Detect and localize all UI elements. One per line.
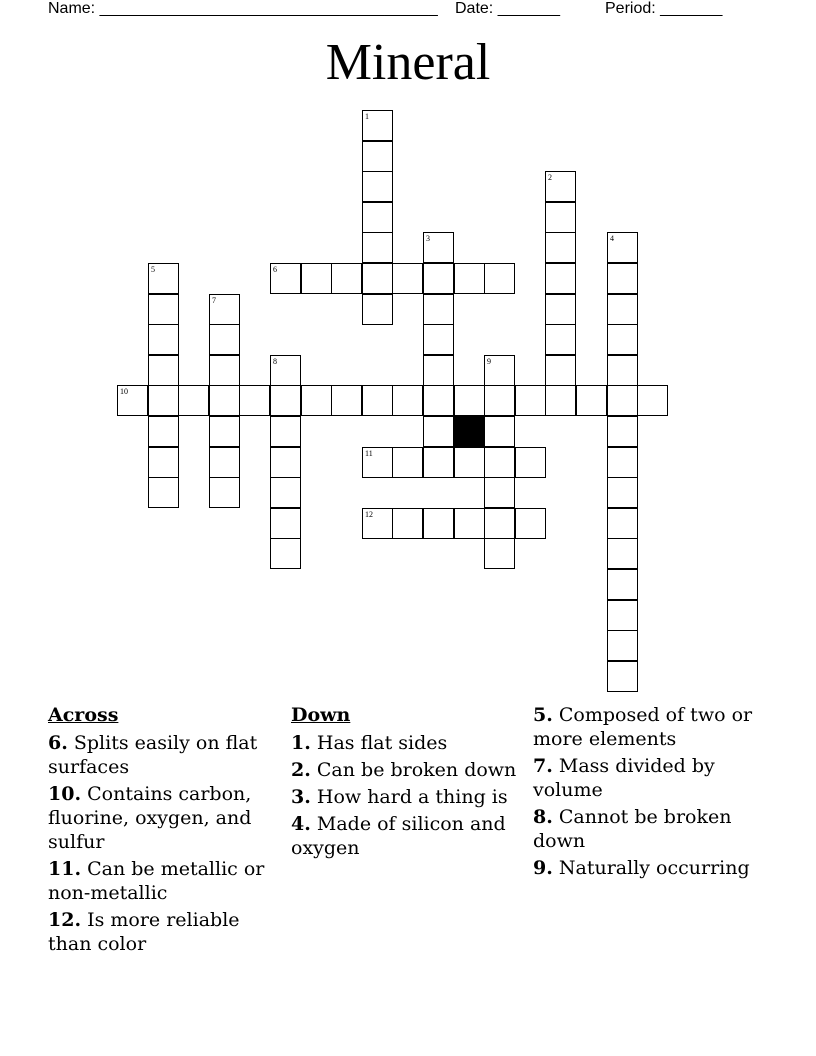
grid-cell[interactable]: [515, 447, 546, 478]
grid-cell[interactable]: [362, 294, 393, 325]
grid-cell[interactable]: [423, 508, 454, 539]
grid-cell[interactable]: [239, 385, 270, 416]
grid-cell[interactable]: [607, 385, 638, 416]
grid-cell[interactable]: [148, 385, 179, 416]
grid-cell[interactable]: [209, 477, 240, 508]
grid-cell[interactable]: [362, 447, 393, 478]
grid-cell[interactable]: [270, 447, 301, 478]
clue-number: 5.: [533, 704, 553, 726]
grid-cell[interactable]: [484, 263, 515, 294]
clue-number: 2.: [291, 759, 311, 781]
down-clues-column: [291, 703, 526, 863]
grid-cell[interactable]: [484, 447, 515, 478]
grid-cell[interactable]: [484, 477, 515, 508]
grid-cell[interactable]: [607, 477, 638, 508]
clue-number: 12.: [48, 909, 82, 931]
grid-cell[interactable]: [270, 263, 301, 294]
grid-cell[interactable]: [423, 385, 454, 416]
grid-cell[interactable]: [607, 263, 638, 294]
clue-number: 6.: [48, 732, 68, 754]
cell-number: 9: [487, 357, 491, 366]
clue-item: [291, 785, 526, 809]
grid-cell[interactable]: [423, 263, 454, 294]
grid-cell[interactable]: [423, 416, 454, 447]
grid-cell[interactable]: [484, 538, 515, 569]
cell-number: 8: [273, 357, 277, 366]
grid-cell[interactable]: [392, 447, 423, 478]
grid-cell[interactable]: [392, 508, 423, 539]
grid-cell[interactable]: [607, 569, 638, 600]
clue-item: [533, 805, 778, 853]
grid-cell[interactable]: [270, 416, 301, 447]
grid-cell[interactable]: [392, 263, 423, 294]
grid-cell[interactable]: [301, 385, 332, 416]
cell-number: 7: [212, 296, 216, 305]
down-heading: Down: [291, 704, 351, 726]
clue-text: Cannot be broken down: [533, 806, 732, 852]
grid-cell[interactable]: [148, 324, 179, 355]
grid-cell[interactable]: [148, 263, 179, 294]
clue-number: 1.: [291, 732, 311, 754]
grid-cell[interactable]: [545, 232, 576, 263]
date-field-label[interactable]: Date: _______: [455, 0, 560, 17]
grid-cell[interactable]: [423, 355, 454, 386]
grid-cell[interactable]: [423, 294, 454, 325]
grid-cell[interactable]: [607, 324, 638, 355]
grid-cell[interactable]: [270, 385, 301, 416]
clue-item: [533, 856, 778, 880]
clue-item: [291, 812, 526, 860]
clue-text: Composed of two or more elements: [533, 704, 753, 750]
grid-cell[interactable]: [454, 385, 485, 416]
clue-text: Has flat sides: [310, 732, 448, 754]
grid-cell[interactable]: [484, 416, 515, 447]
period-field-label[interactable]: Period: _______: [605, 0, 723, 17]
grid-cell[interactable]: [545, 324, 576, 355]
grid-cell[interactable]: [484, 355, 515, 386]
grid-cell[interactable]: [148, 447, 179, 478]
grid-cell[interactable]: [607, 355, 638, 386]
clue-text: Contains carbon, fluorine, oxygen, and sulfur: [48, 783, 252, 853]
grid-cell[interactable]: [637, 385, 668, 416]
grid-cell[interactable]: [454, 263, 485, 294]
grid-cell[interactable]: [515, 385, 546, 416]
grid-cell[interactable]: [148, 477, 179, 508]
grid-cell[interactable]: [484, 508, 515, 539]
grid-cell[interactable]: [576, 385, 607, 416]
grid-cell[interactable]: [545, 202, 576, 233]
grid-cell[interactable]: [607, 600, 638, 631]
cell-number: 5: [151, 265, 155, 274]
cell-number: 2: [548, 173, 552, 182]
grid-cell[interactable]: [545, 263, 576, 294]
clue-item: [533, 754, 778, 802]
clue-number: 10.: [48, 783, 82, 805]
across-heading: Across: [48, 704, 119, 726]
cell-number: 6: [273, 265, 277, 274]
grid-cell[interactable]: [454, 508, 485, 539]
grid-cell[interactable]: [209, 355, 240, 386]
grid-cell[interactable]: [423, 232, 454, 263]
grid-cell[interactable]: [607, 538, 638, 569]
clue-item: [48, 908, 283, 956]
grid-cell[interactable]: [362, 110, 393, 141]
cell-number: 10: [120, 387, 128, 396]
clue-text: Is more reliable than color: [48, 909, 240, 955]
grid-cell[interactable]: [607, 630, 638, 661]
clue-number: 9.: [533, 857, 553, 879]
grid-cell[interactable]: [607, 661, 638, 692]
clue-item: [533, 703, 778, 751]
grid-cell[interactable]: [392, 385, 423, 416]
across-clues-column: [48, 703, 283, 959]
grid-cell[interactable]: [607, 232, 638, 263]
clue-item: [48, 857, 283, 905]
puzzle-title: Mineral: [325, 34, 491, 91]
across-clue-list: [48, 731, 283, 956]
grid-cell[interactable]: [270, 477, 301, 508]
clue-text: Mass divided by volume: [533, 755, 715, 801]
grid-cell[interactable]: [423, 447, 454, 478]
grid-cell[interactable]: [484, 385, 515, 416]
down-clues-continued-column: [533, 703, 778, 883]
grid-cell[interactable]: [178, 385, 209, 416]
grid-cell[interactable]: [607, 416, 638, 447]
clue-text: How hard a thing is: [310, 786, 508, 808]
cell-number: 12: [365, 510, 373, 519]
cell-number: 3: [426, 234, 430, 243]
clue-number: 8.: [533, 806, 553, 828]
grid-cell[interactable]: [362, 263, 393, 294]
grid-cell[interactable]: [209, 294, 240, 325]
clue-number: 7.: [533, 755, 553, 777]
grid-cell[interactable]: [209, 385, 240, 416]
clue-number: 4.: [291, 813, 311, 835]
clue-text: Can be metallic or non-metallic: [48, 858, 265, 904]
grid-cell[interactable]: [362, 141, 393, 172]
grid-cell[interactable]: [209, 447, 240, 478]
grid-cell[interactable]: [270, 538, 301, 569]
grid-cell[interactable]: [607, 294, 638, 325]
grid-cell[interactable]: [515, 508, 546, 539]
clue-number: 11.: [48, 858, 82, 880]
grid-cell[interactable]: [545, 171, 576, 202]
grid-cell[interactable]: [545, 385, 576, 416]
clue-item: [291, 731, 526, 755]
grid-cell[interactable]: [148, 294, 179, 325]
cell-number: 4: [610, 234, 614, 243]
grid-cell[interactable]: [545, 355, 576, 386]
grid-cell[interactable]: [454, 447, 485, 478]
clue-text: Splits easily on flat surfaces: [48, 732, 258, 778]
down-clue-list: [291, 731, 526, 860]
clue-text: Made of silicon and oxygen: [291, 813, 506, 859]
grid-cell[interactable]: [117, 385, 148, 416]
grid-cell[interactable]: [362, 171, 393, 202]
grid-cell[interactable]: [270, 508, 301, 539]
grid-cell[interactable]: [148, 355, 179, 386]
grid-cell[interactable]: [362, 202, 393, 233]
clue-item: [291, 758, 526, 782]
grid-cell[interactable]: [362, 508, 393, 539]
grid-cell[interactable]: [331, 385, 362, 416]
grid-cell[interactable]: [545, 294, 576, 325]
grid-cell[interactable]: [362, 232, 393, 263]
grid-cell[interactable]: [270, 355, 301, 386]
clue-item: [48, 782, 283, 854]
cell-number: 11: [365, 449, 373, 458]
grid-cell[interactable]: [423, 324, 454, 355]
cell-number: 1: [365, 112, 369, 121]
name-field-label[interactable]: Name: ______________________________________: [48, 0, 438, 17]
grid-block-cell: [454, 416, 485, 447]
grid-cell[interactable]: [607, 508, 638, 539]
grid-cell[interactable]: [331, 263, 362, 294]
clue-number: 3.: [291, 786, 311, 808]
grid-cell[interactable]: [301, 263, 332, 294]
clue-text: Naturally occurring: [552, 857, 750, 879]
grid-cell[interactable]: [362, 385, 393, 416]
grid-cell[interactable]: [607, 447, 638, 478]
grid-cell[interactable]: [148, 416, 179, 447]
grid-cell[interactable]: [209, 416, 240, 447]
clue-text: Can be broken down: [310, 759, 517, 781]
down-clue-list-continued: [533, 703, 778, 880]
grid-cell[interactable]: [209, 324, 240, 355]
clue-item: [48, 731, 283, 779]
